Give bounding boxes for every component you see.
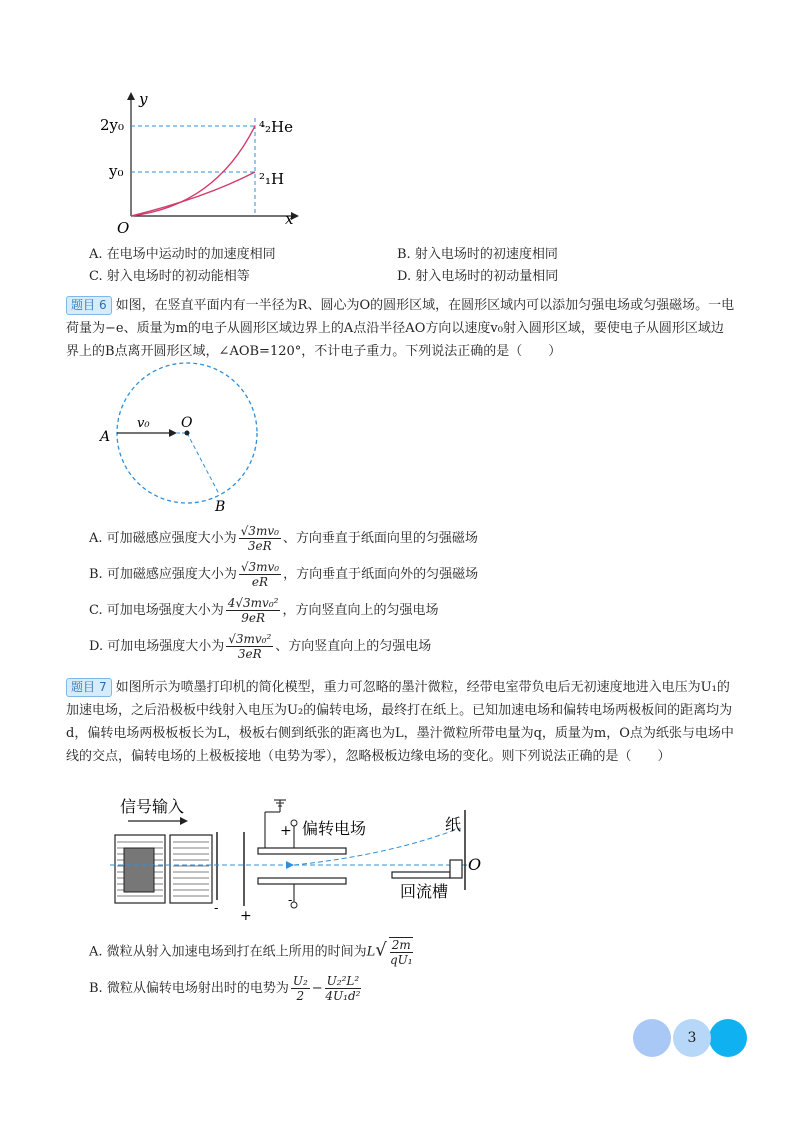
q7-b-f1-num: U₂ <box>292 974 308 988</box>
q5-option-c[interactable]: C. 射入电场时的初动能相等 <box>89 269 250 284</box>
q7-a-fraction <box>389 937 413 967</box>
signal-arrow-head-icon <box>180 817 188 825</box>
q6-a-pre: A. 可加磁感应强度大小为 <box>89 531 237 546</box>
q6-option-c[interactable] <box>89 596 438 625</box>
q6-stem-text: 如图，在竖直平面内有一半径为R、圆心为O的圆形区域，在圆形区域内可以添加匀强电场或匀强磁场。一电荷量为−e、质量为m的电子从圆形区域边界上的A点沿半径AO方向以速度v₀射入圆形区域，要使电子从圆形区域边界上的B点离开圆形区域，∠AOB=120°，不计电子重力。下列说法正确的是（ ） <box>66 298 735 359</box>
point-b-label: B <box>215 499 226 515</box>
deflect-top-plate <box>258 848 346 854</box>
center-dot <box>185 431 190 436</box>
q7-stem-text: 如图所示为喷墨打印机的简化模型，重力可忽略的墨汁微粒，经带电室带负电后无初速度地进入电压为U₁的加速电场，之后沿极板中线射入电压为U₂的偏转电场，最终打在纸上。已知加速电场和偏转电场两极板间的距离均为d，偏转电场两极板板长为L，极板右侧到纸张的距离也为L，墨汁微粒所带电量为q，质量为m，O点为纸张与电场中线的交点，偏转电场的上极板接地（电势为零），忽略极板边缘电场的变化。则下列说法正确的是（ ） <box>66 680 734 764</box>
q6-a-num: √3mv₀ <box>240 524 279 538</box>
q7-b-f1-den: 2 <box>296 989 305 1003</box>
q6-stem <box>66 294 736 363</box>
deflect-label: 偏转电场 <box>302 819 367 838</box>
q6-option-d[interactable] <box>89 632 431 661</box>
velocity-arrow-head-icon <box>169 429 177 437</box>
q6-d-fraction <box>226 632 273 661</box>
q7-b-frac1 <box>291 974 310 1003</box>
q7-option-b[interactable] <box>89 974 363 1003</box>
deflect-bottom-plate <box>258 878 346 884</box>
h-curve <box>131 172 255 216</box>
q5-option-d[interactable]: D. 射入电场时的初动量相同 <box>397 269 559 284</box>
recycle-trough <box>392 872 450 878</box>
q6-b-den: eR <box>251 575 269 589</box>
q5-option-a[interactable]: A. 在电场中运动时的加速度相同 <box>89 247 276 262</box>
q6-a-den: 3eR <box>247 539 272 553</box>
page-badge-right <box>709 1019 747 1057</box>
q7-b-minus: − <box>311 981 323 996</box>
q6-option-a[interactable] <box>89 524 478 553</box>
recycle-trough-end <box>450 860 462 878</box>
recycle-label: 回流槽 <box>400 882 449 901</box>
q7-a-den: qU₁ <box>389 953 413 967</box>
q7-tag <box>66 678 112 697</box>
deflect-minus-label: - <box>288 893 293 908</box>
q6-c-post: ，方向竖直向上的匀强电场 <box>282 603 439 618</box>
q6-d-num: √3mv₀² <box>228 632 272 646</box>
y-label: y <box>139 90 148 108</box>
q6-option-b[interactable] <box>89 560 478 589</box>
y-x-graph <box>95 88 310 238</box>
q6-c-fraction <box>226 596 281 625</box>
q6-d-pre: D. 可加电场强度大小为 <box>89 639 225 654</box>
q6-b-fraction <box>239 560 281 589</box>
q6-tag <box>66 296 112 315</box>
acc-plus-label: + <box>240 908 252 924</box>
q7-a-num: 2m <box>391 938 411 952</box>
q7-printer-figure <box>110 790 490 925</box>
velocity-label: v₀ <box>137 416 150 431</box>
page-badge-left <box>633 1019 671 1057</box>
center-arrow-icon <box>286 861 294 869</box>
q6-b-pre: B. 可加磁感应强度大小为 <box>89 567 237 582</box>
tick-y0: y₀ <box>109 162 124 180</box>
q6-a-post: 、方向垂直于纸面向里的匀强磁场 <box>282 531 478 546</box>
q6-c-pre: C. 可加电场强度大小为 <box>89 603 224 618</box>
q6-d-post: 、方向竖直向上的匀强电场 <box>275 639 432 654</box>
q6-b-num: √3mv₀ <box>240 560 280 574</box>
q6-c-den: 9eR <box>241 611 265 625</box>
q6-c-num: 4√3mv₀² <box>227 596 279 610</box>
q7-a-L: L <box>366 944 376 960</box>
signal-label: 信号输入 <box>120 797 185 816</box>
q7-tag-label: 题目 <box>71 680 96 694</box>
q7-a-pre: A. 微粒从射入加速电场到打在纸上所用的时间为 <box>89 944 367 960</box>
ink-core <box>124 848 154 892</box>
acc-minus-label: - <box>214 901 219 916</box>
q7-option-a[interactable] <box>89 937 415 967</box>
q7-b-f2-num: U₂²L² <box>326 974 360 988</box>
point-a-label: A <box>100 429 111 445</box>
y-arrow-icon <box>127 92 135 100</box>
he-curve <box>131 126 255 216</box>
q7-number: 7 <box>99 680 107 694</box>
q6-circle-figure <box>95 355 275 515</box>
q6-number: 6 <box>99 298 107 312</box>
page-number: 3 <box>673 1019 711 1057</box>
q7-b-frac2 <box>325 974 362 1003</box>
q6-tag-label: 题目 <box>71 298 96 312</box>
radius-ob <box>187 433 219 494</box>
origin-label: O <box>117 219 130 237</box>
point-o-label-q7: O <box>468 855 482 874</box>
h-label: ²₁H <box>259 170 285 188</box>
paper-label: 纸 <box>445 815 462 834</box>
q7-b-pre: B. 微粒从偏转电场射出时的电势为 <box>89 981 289 996</box>
q6-d-den: 3eR <box>237 647 262 661</box>
deflect-plus-label: + <box>280 823 292 839</box>
q7-stem <box>66 676 736 768</box>
tick-2y0: 2y₀ <box>100 116 125 134</box>
charge-chamber <box>170 835 212 903</box>
point-o-label: O <box>181 415 193 431</box>
top-terminal <box>291 820 297 826</box>
q7-b-f2-den: 4U₁d² <box>325 989 361 1003</box>
q6-a-fraction <box>239 524 281 553</box>
q5-option-b[interactable]: B. 射入电场时的初速度相同 <box>397 247 558 262</box>
x-label: x <box>285 210 294 228</box>
q6-b-post: ，方向垂直于纸面向外的匀强磁场 <box>283 567 479 582</box>
he-label: ⁴₂He <box>259 118 293 136</box>
q7-a-sqrt-icon: √ <box>375 939 387 961</box>
